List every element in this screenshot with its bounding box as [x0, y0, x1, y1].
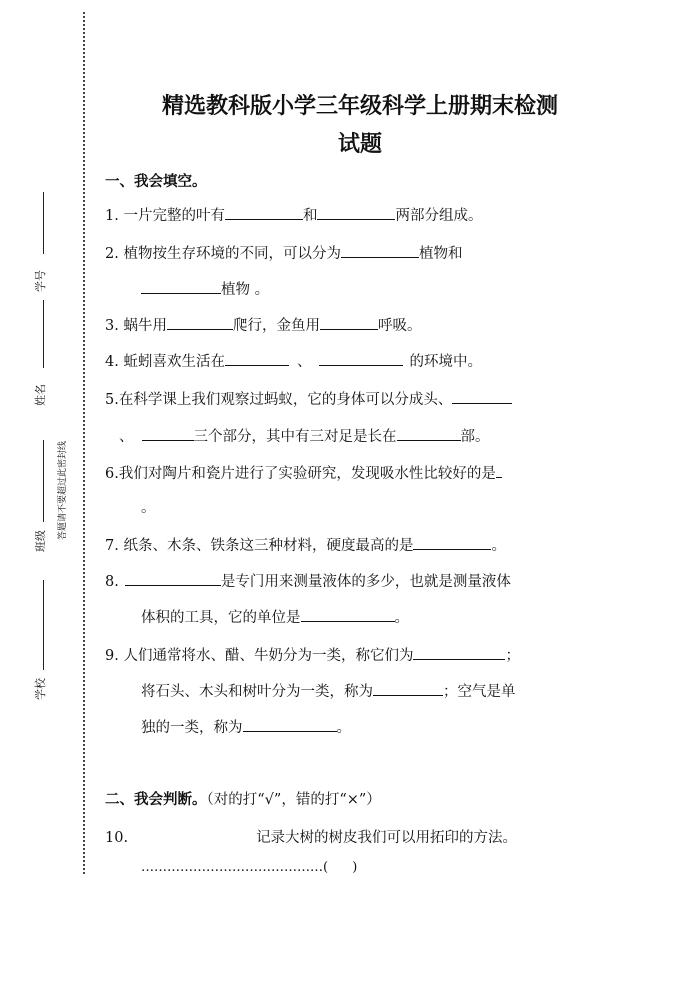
class-label: 班级	[34, 530, 47, 552]
question-9-cont-1: 将石头、木头和树叶分为一类，称为 ；空气是单	[141, 680, 516, 701]
answer-blank[interactable]	[341, 243, 419, 258]
binding-margin	[0, 0, 90, 988]
answer-blank[interactable]	[167, 315, 233, 330]
leader-dots: ……………………………………	[141, 860, 323, 875]
answer-blank[interactable]	[496, 463, 502, 478]
answer-blank[interactable]	[373, 681, 443, 696]
answer-blank[interactable]	[452, 389, 512, 404]
section-2-heading: 二、我会判断。	[105, 792, 207, 808]
seal-line	[83, 12, 85, 874]
school-label: 学校	[34, 678, 47, 700]
title-line-1: 精选教科版小学三年级科学上册期末检测	[161, 94, 558, 119]
question-2-cont: 植物 。	[141, 278, 269, 299]
title-line-2: 试题	[337, 132, 382, 157]
answer-blank[interactable]	[413, 645, 505, 660]
answer-blank[interactable]	[301, 607, 395, 622]
student-id-line	[43, 192, 44, 254]
answer-blank[interactable]	[397, 426, 461, 441]
answer-blank[interactable]	[319, 351, 403, 366]
school-line	[43, 580, 44, 670]
question-10-answer-row	[141, 860, 367, 875]
question-4: 4. 蚯蚓喜欢生活在 、 的环境中。	[105, 350, 482, 371]
question-2: 2. 植物按生存环境的不同，可以分为 植物和	[105, 242, 462, 263]
answer-blank[interactable]	[142, 426, 194, 441]
question-8-cont: 体积的工具，它的单位是 。	[141, 606, 409, 627]
student-id-label: 学号	[34, 270, 47, 292]
question-1: 1. 一片完整的叶有 和 两部分组成。	[105, 204, 482, 225]
seal-note: 答题请不要超过此密封线	[58, 440, 68, 540]
answer-blank[interactable]	[125, 571, 221, 586]
question-3: 3. 蜗牛用 爬行，金鱼用 呼吸。	[105, 314, 421, 335]
answer-blank[interactable]	[225, 351, 289, 366]
question-9-cont-2: 独的一类，称为 。	[141, 716, 351, 737]
section-1-heading: 一、我会填空。	[105, 174, 207, 190]
answer-blank[interactable]	[413, 535, 491, 550]
answer-blank[interactable]	[243, 717, 337, 732]
answer-blank[interactable]	[225, 205, 303, 220]
name-label: 姓名	[34, 384, 47, 406]
question-8: 8. 是专门用来测量液体的多少，也就是测量液体	[105, 570, 511, 591]
question-6-cont: 。	[141, 500, 156, 516]
question-6: 6.我们对陶片和瓷片进行了实验研究，发现吸水性比较好的是	[105, 462, 502, 483]
answer-blank[interactable]	[141, 279, 221, 294]
class-line	[43, 440, 44, 522]
answer-blank[interactable]	[320, 315, 378, 330]
question-7: 7. 纸条、木条、铁条这三种材料，硬度最高的是 。	[105, 534, 506, 555]
question-9: 9. 人们通常将水、醋、牛奶分为一类，称它们为 ；	[105, 644, 520, 665]
section-2-heading-row	[105, 788, 381, 809]
question-5-cont: 、 三个部分，其中有三对足是长在 部。	[119, 425, 490, 446]
question-10: 10. 记录大树的树皮我们可以用拓印的方法。	[105, 830, 518, 846]
section-2-note: （对的打“√”，错的打“×”）	[206, 792, 381, 808]
name-line	[43, 300, 44, 368]
judgement-parens[interactable]: ( )	[323, 860, 368, 875]
question-5: 5.在科学课上我们观察过蚂蚁，它的身体可以分成头、	[105, 388, 512, 409]
exam-title	[105, 88, 615, 164]
answer-blank[interactable]	[317, 205, 395, 220]
